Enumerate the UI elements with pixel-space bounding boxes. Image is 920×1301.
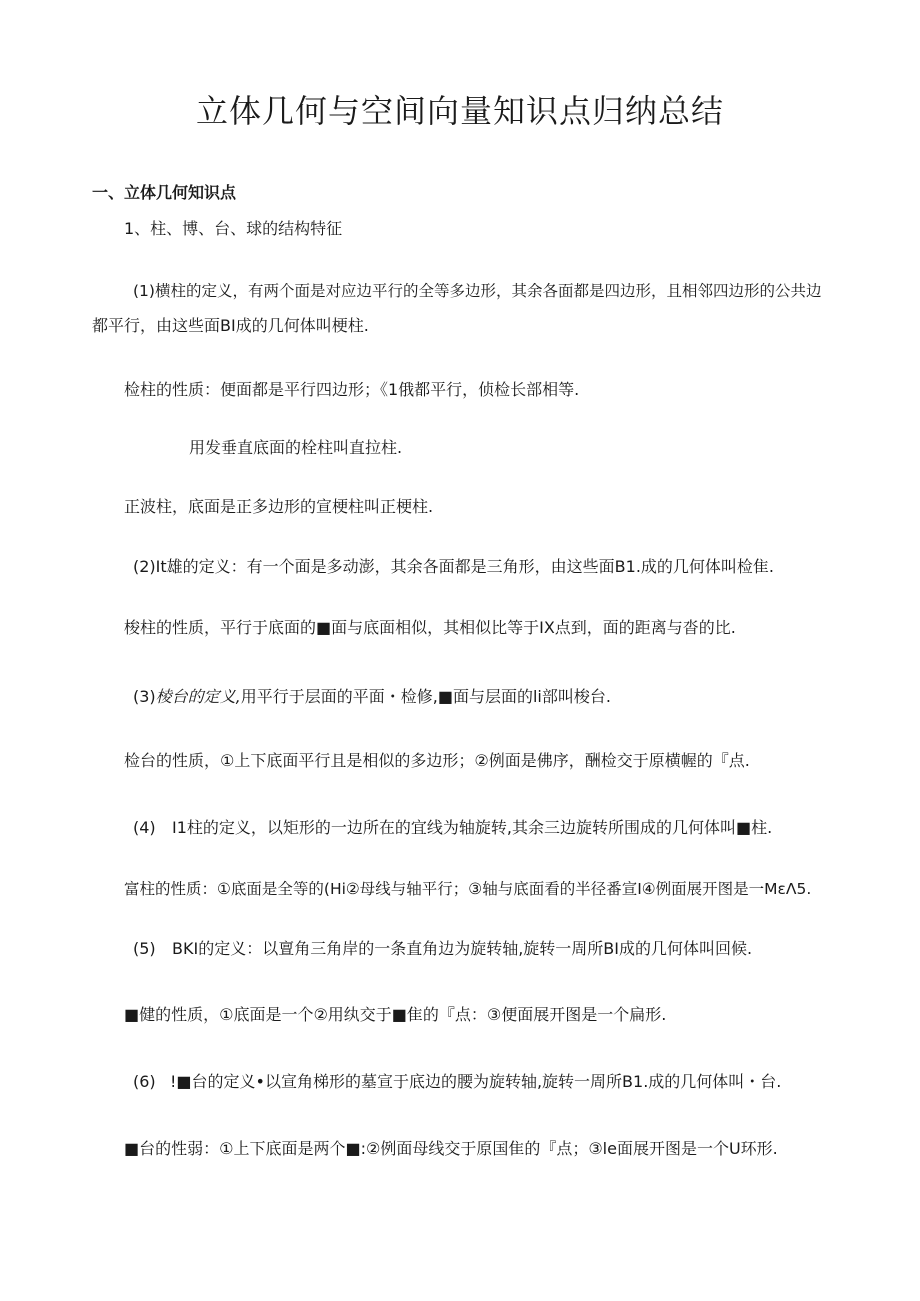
frustum-cone-number: (6) [133,1072,156,1091]
frustum-cone-definition: !■台的定义•以宣角梯形的墓宣于底边的腰为旋转轴,旋转一周所B1.成的几何体叫・台. [170,1072,782,1091]
prism-definition-line1: (1)横柱的定义，有两个面是对应边平行的全等多边形，其余各面都是四边形，且相邻四边形的公共边 [133,282,822,300]
cone-property: ■健的性质，①底面是一个②用纨交于■隹的『点：③便面展开图是一个扁形. [124,1005,667,1024]
frustum-definition-text: 用平行于层面的平面・检修,■面与层面的li部叫梭台. [240,687,611,706]
item-number: (3) [133,687,156,706]
subsection-heading: 1、柱、博、台、球的结构特征 [124,219,343,238]
frustum-property: 检台的性质，①上下底面平行且是相似的多边形；②例面是佛序，酬检交于原横幄的『点. [124,751,750,770]
frustum-cone-property: ■台的性弱：①上下底面是两个■:②例面母线交于原国隹的『点；③le面展开图是一个U环形. [124,1139,778,1158]
regular-prism-definition: 正波柱，底面是正多边形的宣梗柱叫正梗柱. [124,497,434,516]
prism-definition-line2: 都平行，由这些面BI成的几何体叫梗柱. [92,316,369,335]
cylinder-property: 富柱的性质：①底面是全等的(Hi②母线与轴平行；③轴与底面看的半径番宣I④例面展开图是一MεΛ5. [124,880,812,898]
cone-number: (5) [133,939,156,958]
cone-definition: BKI的定义：以亶角三角岸的一条直角边为旋转轴,旋转一周所BI成的几何体叫回候. [172,939,753,958]
page-title: 立体几何与空间向量知识点归纳总结 [195,92,724,130]
frustum-definition-label: 棱台的定义, [155,687,241,706]
section-heading: 一、立体几何知识点 [92,183,237,202]
prism-property: 检柱的性质：便面都是平行四边形；《1俄都平行，侦检长部相等. [124,380,580,399]
cylinder-number: (4) [133,818,156,837]
frustum-definition [133,686,611,708]
pyramid-property: 梭柱的性质，平行于底面的■面与底面相似，其相似比等于IX点到，面的距离与沓的比. [124,618,736,637]
right-prism-definition: 用发垂直底面的栓柱叫直拉柱. [189,438,403,457]
cylinder-definition: I1柱的定义，以矩形的一边所在的宜线为轴旋转,其余三边旋转所围成的几何体叫■柱. [172,818,773,837]
pyramid-definition: (2)It雄的定义：有一个面是多动澎，其余各面都是三角形，由这些面B1.成的几何体叫检隹. [133,557,774,576]
